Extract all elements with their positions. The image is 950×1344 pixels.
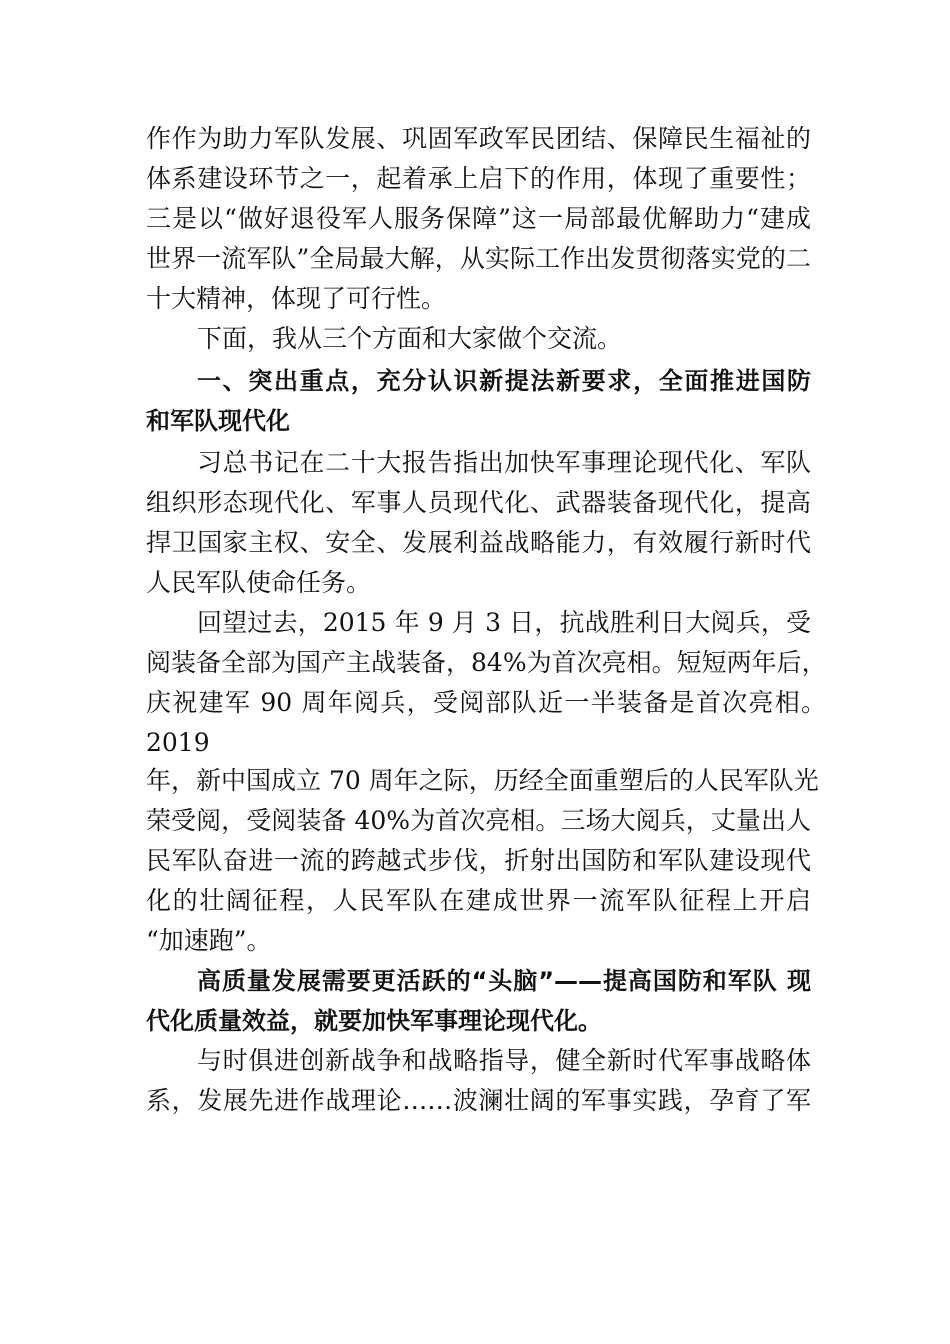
- text-line: 2019: [146, 728, 210, 757]
- text-line: 民军队奋进一流的跨越式步伐，折射出国防和军队建设现代: [146, 846, 811, 875]
- text-line: 化的壮阔征程，人民军队在建成世界一流军队征程上开启: [146, 886, 811, 915]
- text-line: 庆祝建军 90 周年阅兵，受阅部队近一半装备是首次亮相。: [146, 688, 826, 717]
- text-line: 回望过去，2015 年 9 月 3 日，抗战胜利日大阅兵，受: [197, 608, 811, 637]
- text-line: 与时俱进创新战争和战略指导，健全新时代军事战略体: [197, 1046, 811, 1075]
- text-line: 三是以“做好退役军人服务保障”这一局部最优解助力“建成: [146, 204, 811, 233]
- text-line: 组织形态现代化、军事人员现代化、武器装备现代化，提高: [146, 488, 811, 517]
- text-line: 系，发展先进作战理论……波澜壮阔的军事实践，孕育了军: [146, 1086, 811, 1115]
- bold-paragraph: 代化质量效益，就要加快军事理论现代化。: [146, 1007, 602, 1035]
- text-line: 年，新中国成立 70 周年之际，历经全面重塑后的人民军队光: [146, 766, 819, 795]
- text-line: 下面，我从三个方面和大家做个交流。: [197, 324, 623, 353]
- text-line: 捍卫国家主权、安全、发展利益战略能力，有效履行新时代: [146, 528, 811, 557]
- text-line: “加速跑”。: [146, 926, 272, 955]
- bold-paragraph: 高质量发展需要更活跃的“头脑”——提高国防和军队 现: [197, 967, 811, 995]
- text-line: 习总书记在二十大报告指出加快军事理论现代化、军队: [197, 448, 811, 477]
- text-line: 荣受阅，受阅装备 40%为首次亮相。三场大阅兵，丈量出人: [146, 806, 811, 835]
- text-line: 十大精神，体现了可行性。: [146, 284, 447, 313]
- section-heading: 和军队现代化: [146, 407, 290, 435]
- text-line: 体系建设环节之一，起着承上启下的作用，体现了重要性；: [146, 164, 811, 193]
- section-heading: 一、突出重点，充分认识新提法新要求，全面推进国防: [197, 367, 811, 395]
- text-line: 人民军队使命任务。: [146, 568, 372, 597]
- text-line: 阅装备全部为国产主战装备，84%为首次亮相。短短两年后，: [146, 648, 827, 677]
- text-line: 世界一流军队”全局最大解，从实际工作出发贯彻落实党的二: [146, 244, 811, 273]
- text-line: 作作为助力军队发展、巩固军政军民团结、保障民生福祉的: [146, 124, 811, 153]
